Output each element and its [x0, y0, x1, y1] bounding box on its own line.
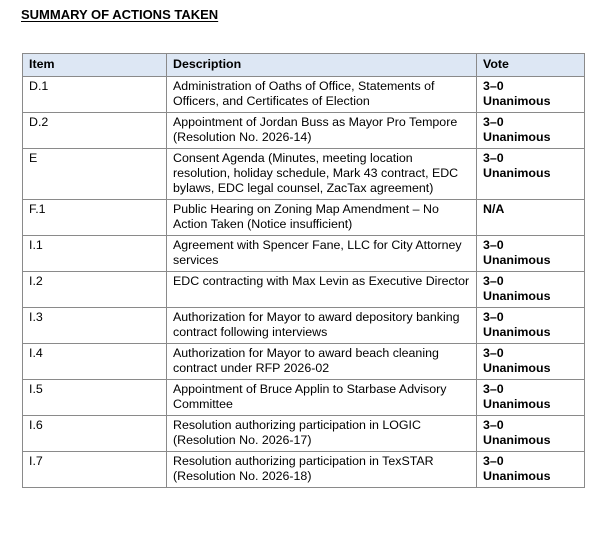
item-cell: I.7 [23, 452, 167, 488]
vote-result: Unanimous [483, 361, 551, 375]
vote-count: 3–0 [483, 238, 504, 252]
description-cell: Consent Agenda (Minutes, meeting location resolution, holiday schedule, Mark 43 contract, EDC bylaws, EDC legal counsel, ZacTax agreement) [167, 149, 477, 200]
vote-count: 3–0 [483, 79, 504, 93]
vote-result: Unanimous [483, 325, 551, 339]
table-row [23, 380, 585, 416]
vote-count: 3–0 [483, 274, 504, 288]
item-cell: E [23, 149, 167, 200]
vote-count: 3–0 [483, 418, 504, 432]
item-cell: D.1 [23, 77, 167, 113]
table-row [23, 113, 585, 149]
vote-result: Unanimous [483, 94, 551, 108]
description-cell: EDC contracting with Max Levin as Executive Director [167, 272, 477, 308]
description-cell: Resolution authorizing participation in LOGIC (Resolution No. 2026-17) [167, 416, 477, 452]
vote-cell [477, 236, 585, 272]
description-cell: Appointment of Jordan Buss as Mayor Pro Tempore (Resolution No. 2026-14) [167, 113, 477, 149]
vote-count: 3–0 [483, 454, 504, 468]
vote-result: Unanimous [483, 166, 551, 180]
vote-result: Unanimous [483, 130, 551, 144]
description-cell: Authorization for Mayor to award beach cleaning contract under RFP 2026-02 [167, 344, 477, 380]
item-cell: I.3 [23, 308, 167, 344]
table-row [23, 272, 585, 308]
vote-count: 3–0 [483, 151, 504, 165]
item-cell: I.4 [23, 344, 167, 380]
item-cell: F.1 [23, 200, 167, 236]
vote-cell [477, 272, 585, 308]
vote-cell [477, 452, 585, 488]
header-vote: Vote [477, 54, 585, 77]
item-cell: D.2 [23, 113, 167, 149]
vote-result: Unanimous [483, 433, 551, 447]
table-row [23, 200, 585, 236]
table-row [23, 308, 585, 344]
vote-cell [477, 308, 585, 344]
vote-cell [477, 380, 585, 416]
table-row [23, 344, 585, 380]
vote-count: 3–0 [483, 310, 504, 324]
table-row [23, 149, 585, 200]
table-row [23, 77, 585, 113]
document-title: SUMMARY OF ACTIONS TAKEN [21, 7, 219, 22]
vote-count: 3–0 [483, 382, 504, 396]
item-cell: I.6 [23, 416, 167, 452]
description-cell: Public Hearing on Zoning Map Amendment – No Action Taken (Notice insufficient) [167, 200, 477, 236]
vote-cell [477, 416, 585, 452]
item-cell: I.5 [23, 380, 167, 416]
vote-cell [477, 200, 585, 236]
vote-result: Unanimous [483, 253, 551, 267]
vote-result: Unanimous [483, 397, 551, 411]
description-cell: Appointment of Bruce Applin to Starbase Advisory Committee [167, 380, 477, 416]
description-cell: Administration of Oaths of Office, Statements of Officers, and Certificates of Election [167, 77, 477, 113]
header-item: Item [23, 54, 167, 77]
vote-result: Unanimous [483, 469, 551, 483]
vote-cell [477, 344, 585, 380]
vote-cell [477, 113, 585, 149]
header-description: Description [167, 54, 477, 77]
vote-cell [477, 149, 585, 200]
vote-count: 3–0 [483, 346, 504, 360]
description-cell: Resolution authorizing participation in TexSTAR (Resolution No. 2026-18) [167, 452, 477, 488]
table-header-row [23, 54, 585, 77]
vote-count: 3–0 [483, 115, 504, 129]
item-cell: I.1 [23, 236, 167, 272]
vote-result: Unanimous [483, 289, 551, 303]
item-cell: I.2 [23, 272, 167, 308]
table-row [23, 452, 585, 488]
vote-cell [477, 77, 585, 113]
table-row [23, 416, 585, 452]
table-row [23, 236, 585, 272]
vote-count: N/A [483, 202, 505, 216]
actions-table [22, 53, 585, 488]
description-cell: Agreement with Spencer Fane, LLC for City Attorney services [167, 236, 477, 272]
description-cell: Authorization for Mayor to award depository banking contract following interviews [167, 308, 477, 344]
